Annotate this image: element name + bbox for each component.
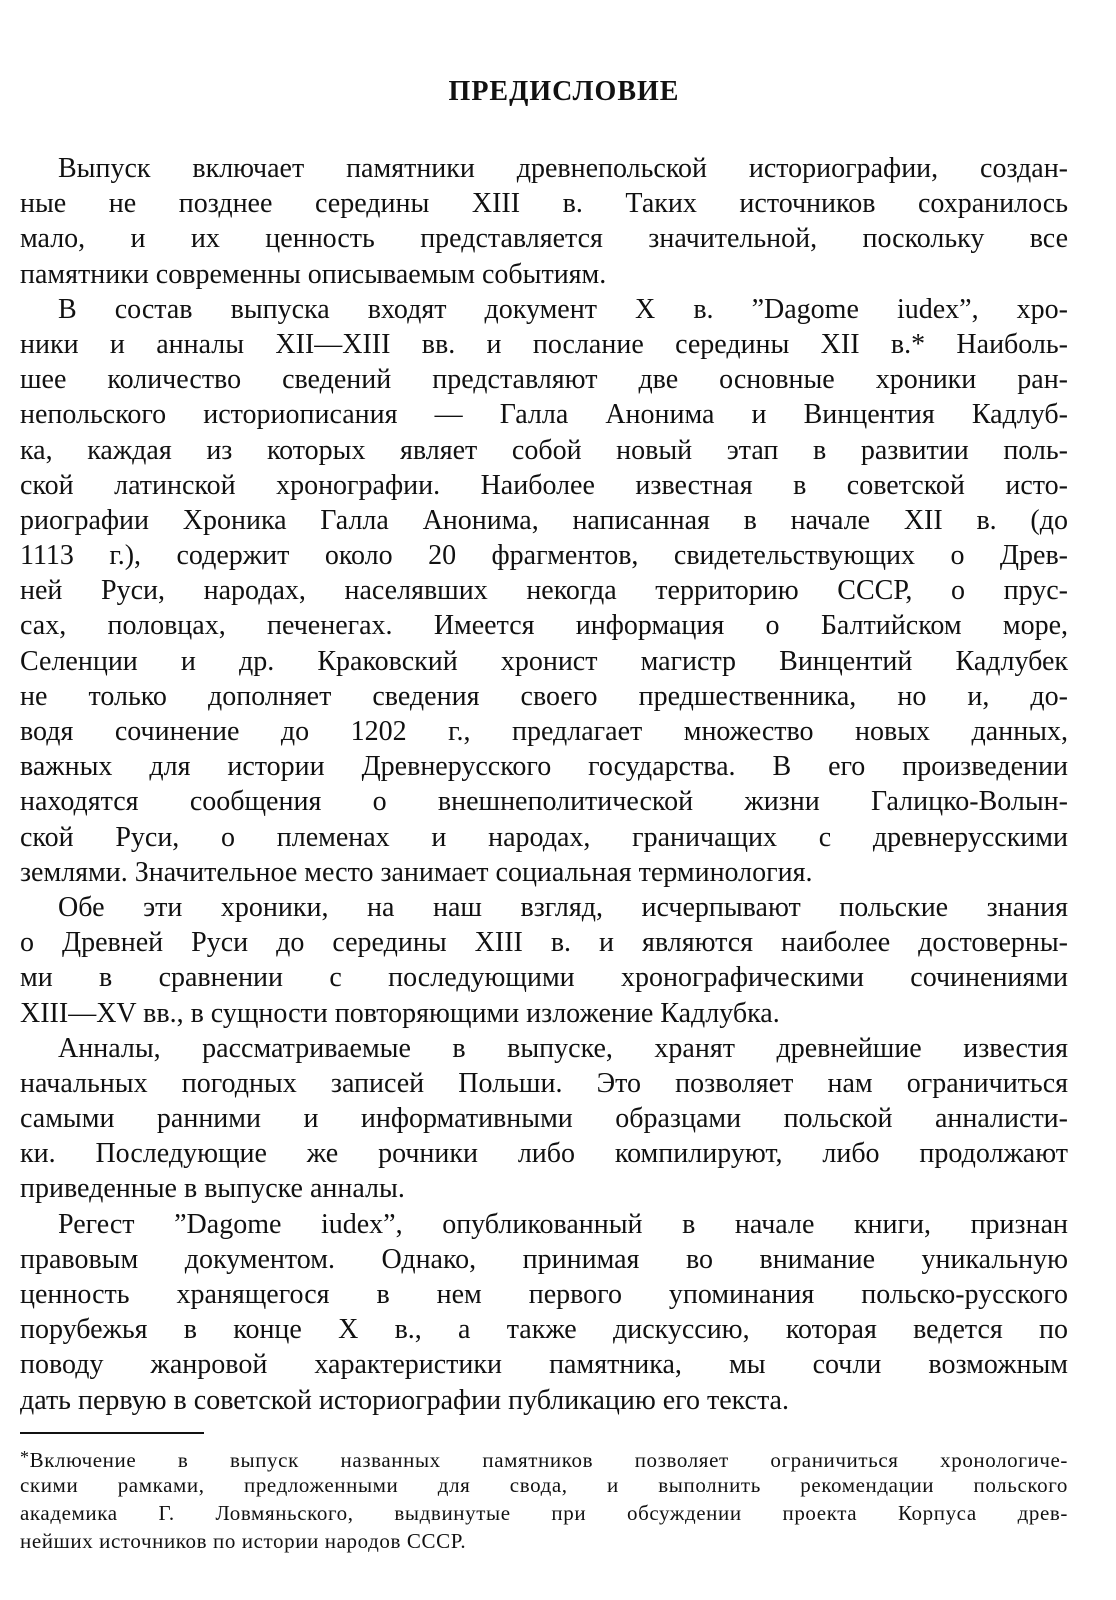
paragraph-line: Выпуск включает памятники древнепольской историографии, создан-	[58, 153, 1068, 184]
paragraph-line: Селенции и др. Краковский хронист магистр Винцентий Кадлубек	[20, 645, 1068, 677]
paragraph-line: правовым документом. Однако, принимая во внимание уникальную	[20, 1243, 1068, 1275]
paragraph-line: сах, половцах, печенегах. Имеется информация о Балтийском море,	[20, 610, 1068, 642]
paragraph-line: поводу жанровой характеристики памятника, мы сочли возможным	[20, 1349, 1068, 1381]
footnote-line: нейших источников по истории народов СССР.	[20, 1529, 467, 1553]
body-text	[20, 151, 1068, 1418]
paragraph	[20, 890, 1068, 1031]
paragraph	[20, 292, 1068, 890]
footnote-line: скими рамками, предложенными для свода, и выполнить рекомендации польского	[20, 1473, 1068, 1497]
paragraph-line: ка, каждая из которых являет собой новый этап в развитии поль-	[20, 434, 1068, 466]
paragraph-line: мало, и их ценность представляется значительной, поскольку все	[20, 223, 1068, 255]
paragraph-line: ней Руси, народах, населявших некогда территорию СССР, о прус-	[20, 575, 1068, 607]
footnote	[20, 1443, 1068, 1555]
paragraph-line: начальных погодных записей Польши. Это позволяет нам ограничиться	[20, 1067, 1068, 1099]
paragraph-line: не только дополняет сведения своего предшественника, но и, до-	[20, 680, 1068, 712]
document-page	[20, 0, 1068, 1600]
paragraph-line: ники и анналы XII—XIII вв. и послание середины XII в.* Наиболь-	[20, 328, 1068, 360]
paragraph-line: В состав выпуска входят документ X в. ”Dagome iudex”, хро-	[58, 293, 1068, 325]
paragraph-line: непольского историописания — Галла Анонима и Винцентия Кадлуб-	[20, 399, 1068, 431]
paragraph	[20, 151, 1068, 292]
paragraph-line: памятники современны описываемым событиям.	[20, 258, 607, 290]
paragraph-line: ценность хранящегося в нем первого упоминания польско-русского	[20, 1279, 1068, 1310]
paragraph-line: находятся сообщения о внешнеполитической жизни Галицко-Волын-	[20, 786, 1068, 818]
paragraph	[20, 1207, 1068, 1418]
paragraph-line: приведенные в выпуске анналы.	[20, 1173, 405, 1205]
paragraph-line: 1113 г.), содержит около 20 фрагментов, свидетельствующих о Древ-	[20, 540, 1068, 572]
footnote-marker: *	[20, 1447, 30, 1467]
page-title: ПРЕДИСЛОВИЕ	[448, 76, 680, 107]
paragraph-line: землями. Значительное место занимает социальная терминология.	[20, 856, 813, 888]
paragraph-line: важных для истории Древнерусского государства. В его произведении	[20, 751, 1068, 783]
paragraph-line: о Древней Руси до середины XIII в. и являются наиболее достоверны-	[20, 927, 1068, 959]
paragraph-line: ской латинской хронографии. Наиболее известная в советской исто-	[20, 469, 1068, 501]
paragraph-line: Анналы, рассматриваемые в выпуске, хранят древнейшие известия	[58, 1032, 1068, 1064]
paragraph-line: риографии Хроника Галла Анонима, написанная в начале XII в. (до	[20, 504, 1068, 536]
footnote-line	[20, 1443, 1068, 1471]
paragraph-line: шее количество сведений представляют две основные хроники ран-	[20, 364, 1068, 396]
paragraph-line: ки. Последующие же рочники либо компилируют, либо продолжают	[20, 1138, 1068, 1170]
paragraph-line: водя сочинение до 1202 г., предлагает множество новых данных,	[20, 716, 1068, 747]
paragraph-line: ные не позднее середины XIII в. Таких источников сохранилось	[20, 188, 1068, 220]
paragraph-line: самыми ранними и информативными образцами польской анналисти-	[20, 1103, 1068, 1135]
footnote-line: академика Г. Ловмяньского, выдвинутые при обсуждении проекта Корпуса древ-	[20, 1501, 1068, 1525]
paragraph-line: дать первую в советской историографии публикацию его текста.	[20, 1384, 789, 1416]
paragraph	[20, 1031, 1068, 1207]
paragraph-line: Регест ”Dagome iudex”, опубликованный в начале книги, признан	[58, 1208, 1068, 1240]
paragraph-line: Обе эти хроники, на наш взгляд, исчерпывают польские знания	[58, 891, 1068, 923]
footnote-text: Включение в выпуск названных памятников позволяет ограничиться хронологиче-	[29, 1448, 1068, 1472]
paragraph-line: XIII—XV вв., в сущности повторяющими изложение Кадлубка.	[20, 997, 780, 1029]
footnote-divider	[20, 1432, 204, 1434]
paragraph-line: порубежья в конце X в., а также дискуссию, которая ведется по	[20, 1314, 1068, 1346]
paragraph-line: ской Руси, о племенах и народах, граничащих с древнерусскими	[20, 821, 1068, 853]
paragraph-line: ми в сравнении с последующими хронографическими сочинениями	[20, 962, 1068, 994]
